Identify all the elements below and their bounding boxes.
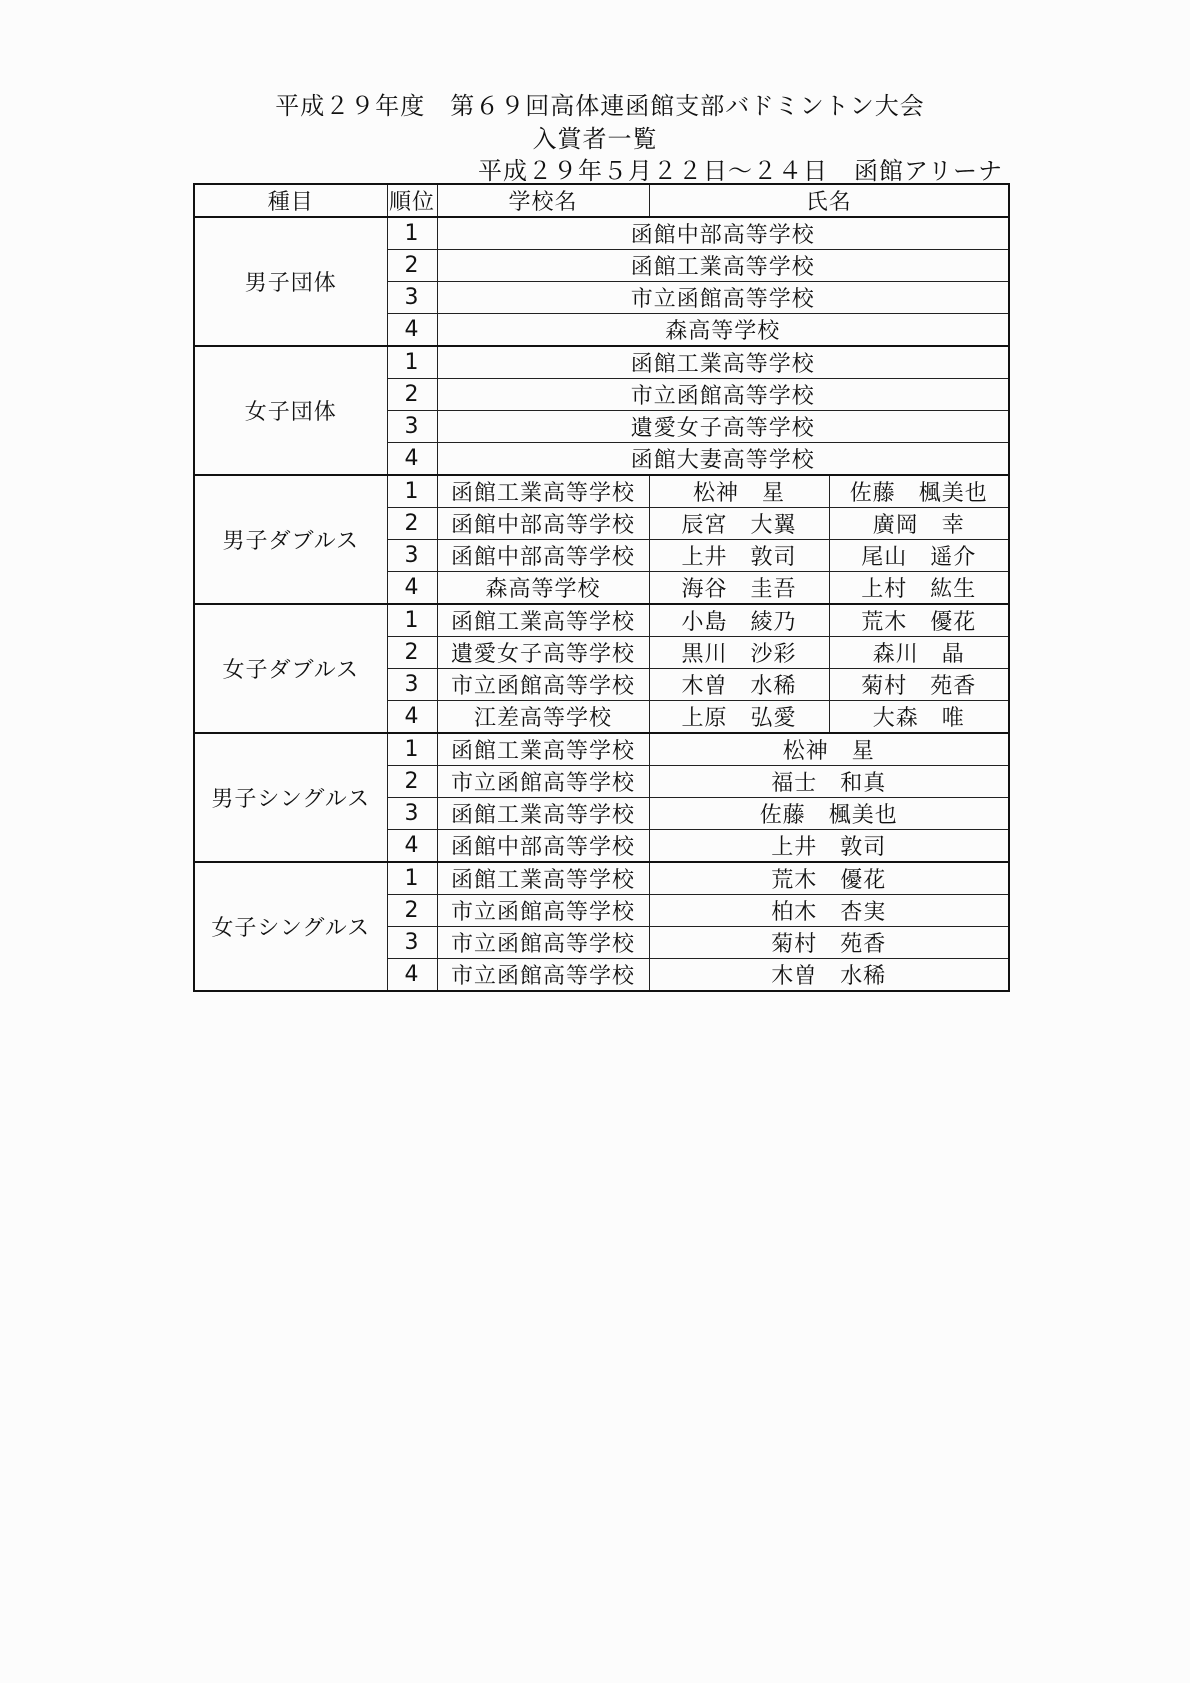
rank-cell: 3 [387, 411, 437, 443]
school-cell: 函館工業高等学校 [437, 798, 649, 830]
rank-cell: 1 [387, 862, 437, 895]
document-title: 平成２９年度 第６９回高体連函館支部バドミントン大会 [275, 92, 925, 120]
player-name-cell: 荒木 優花 [829, 604, 1009, 637]
school-cell: 市立函館高等学校 [437, 959, 649, 992]
rank-cell: 3 [387, 282, 437, 314]
document-subtitle: 入賞者一覧 [532, 125, 658, 153]
rank-cell: 4 [387, 959, 437, 992]
player-name-cell: 廣岡 幸 [829, 508, 1009, 540]
table-row [194, 733, 1009, 766]
player-name-cell: 菊村 苑香 [649, 927, 1009, 959]
event-group [194, 346, 1009, 475]
rank-cell: 1 [387, 475, 437, 508]
school-cell: 函館中部高等学校 [437, 508, 649, 540]
player-name-cell: 佐藤 楓美也 [829, 475, 1009, 508]
player-name-cell: 佐藤 楓美也 [649, 798, 1009, 830]
school-cell: 函館工業高等学校 [437, 346, 1009, 379]
school-cell: 市立函館高等学校 [437, 766, 649, 798]
school-cell: 市立函館高等学校 [437, 379, 1009, 411]
school-cell: 遺愛女子高等学校 [437, 411, 1009, 443]
player-name-cell: 福士 和真 [649, 766, 1009, 798]
player-name-cell: 松神 星 [649, 733, 1009, 766]
event-group [194, 733, 1009, 862]
player-name-cell: 尾山 遥介 [829, 540, 1009, 572]
school-cell: 函館工業高等学校 [437, 733, 649, 766]
school-cell: 函館工業高等学校 [437, 475, 649, 508]
event-name: 男子シングルス [194, 733, 387, 862]
school-cell: 函館工業高等学校 [437, 604, 649, 637]
school-cell: 市立函館高等学校 [437, 669, 649, 701]
rank-cell: 4 [387, 572, 437, 605]
rank-cell: 2 [387, 379, 437, 411]
rank-cell: 2 [387, 766, 437, 798]
rank-cell: 1 [387, 217, 437, 250]
table-row [194, 604, 1009, 637]
player-name-cell: 木曽 水稀 [649, 669, 829, 701]
table-header-row [194, 184, 1009, 217]
event-group [194, 217, 1009, 346]
header-school: 学校名 [437, 184, 649, 217]
rank-cell: 2 [387, 637, 437, 669]
header-names: 氏名 [649, 184, 1009, 217]
rank-cell: 2 [387, 250, 437, 282]
rank-cell: 3 [387, 540, 437, 572]
event-name: 女子ダブルス [194, 604, 387, 733]
rank-cell: 2 [387, 895, 437, 927]
table-row [194, 217, 1009, 250]
event-date: 平成２９年５月２２日～２４日 [478, 157, 828, 185]
event-group [194, 475, 1009, 604]
rank-cell: 4 [387, 830, 437, 863]
school-cell: 市立函館高等学校 [437, 895, 649, 927]
school-cell: 函館工業高等学校 [437, 250, 1009, 282]
date-venue-line [478, 151, 1003, 186]
rank-cell: 3 [387, 927, 437, 959]
school-cell: 函館工業高等学校 [437, 862, 649, 895]
results-table [193, 183, 1010, 992]
school-cell: 遺愛女子高等学校 [437, 637, 649, 669]
player-name-cell: 辰宮 大翼 [649, 508, 829, 540]
player-name-cell: 菊村 苑香 [829, 669, 1009, 701]
event-name: 女子シングルス [194, 862, 387, 991]
table-row [194, 346, 1009, 379]
rank-cell: 2 [387, 508, 437, 540]
player-name-cell: 荒木 優花 [649, 862, 1009, 895]
player-name-cell: 上村 紘生 [829, 572, 1009, 605]
school-cell: 函館大妻高等学校 [437, 443, 1009, 476]
player-name-cell: 黒川 沙彩 [649, 637, 829, 669]
school-cell: 函館中部高等学校 [437, 830, 649, 863]
rank-cell: 4 [387, 314, 437, 347]
rank-cell: 3 [387, 669, 437, 701]
player-name-cell: 柏木 杏実 [649, 895, 1009, 927]
school-cell: 函館中部高等学校 [437, 217, 1009, 250]
school-cell: 函館中部高等学校 [437, 540, 649, 572]
school-cell: 江差高等学校 [437, 701, 649, 734]
event-name: 男子ダブルス [194, 475, 387, 604]
table-row [194, 475, 1009, 508]
rank-cell: 3 [387, 798, 437, 830]
player-name-cell: 上井 敦司 [649, 830, 1009, 863]
player-name-cell: 上井 敦司 [649, 540, 829, 572]
event-group [194, 604, 1009, 733]
player-name-cell: 海谷 圭吾 [649, 572, 829, 605]
player-name-cell: 松神 星 [649, 475, 829, 508]
event-name: 女子団体 [194, 346, 387, 475]
player-name-cell: 小島 綾乃 [649, 604, 829, 637]
school-cell: 市立函館高等学校 [437, 282, 1009, 314]
header-rank: 順位 [387, 184, 437, 217]
table-row [194, 862, 1009, 895]
player-name-cell: 大森 唯 [829, 701, 1009, 734]
rank-cell: 1 [387, 604, 437, 637]
player-name-cell: 森川 晶 [829, 637, 1009, 669]
event-name: 男子団体 [194, 217, 387, 346]
player-name-cell: 木曽 水稀 [649, 959, 1009, 992]
player-name-cell: 上原 弘愛 [649, 701, 829, 734]
rank-cell: 4 [387, 701, 437, 734]
rank-cell: 1 [387, 733, 437, 766]
event-group [194, 862, 1009, 991]
school-cell: 森高等学校 [437, 314, 1009, 347]
school-cell: 市立函館高等学校 [437, 927, 649, 959]
event-venue: 函館アリーナ [854, 157, 1004, 185]
header-event: 種目 [194, 184, 387, 217]
rank-cell: 4 [387, 443, 437, 476]
rank-cell: 1 [387, 346, 437, 379]
school-cell: 森高等学校 [437, 572, 649, 605]
